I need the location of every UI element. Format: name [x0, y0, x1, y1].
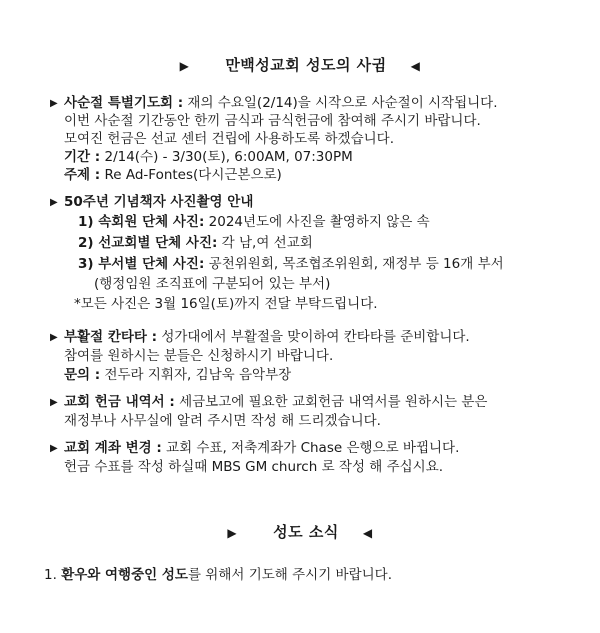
account-line-2: 헌금 수표를 작성 하실때 MBS GM church 로 작성 해 주십시요.: [64, 459, 444, 475]
account-line-1: 교회 계좌 변경 : 교회 수표, 저축계좌가 Chase 은행으로 바뀝니다.: [64, 440, 460, 456]
cantata-line-1: 부활절 칸타타 : 성가대에서 부활절을 맞이하여 칸타타를 준비합니다.: [64, 329, 470, 345]
section-heading-fellowship: [0, 54, 600, 75]
lent-line-1: 사순절 특별기도회 : 재의 수요일(2/14)을 시작으로 사순절이 시작됩니다.: [64, 95, 498, 111]
statement-line-1: 교회 헌금 내역서 : 세금보고에 필요한 교회헌금 내역서를 원하시는 분은: [64, 394, 488, 410]
photo-item-2: 2) 선교회별 단체 사진: 각 남,여 선교회: [78, 235, 313, 251]
play-right-icon: ▶: [227, 526, 238, 540]
cantata-line-2: 참여를 원하시는 분들은 신청하시기 바랍니다.: [64, 348, 334, 364]
bullet-icon: ▶: [50, 443, 58, 454]
heading-title: 성도 소식: [273, 523, 339, 541]
news-item-1: 1. 환우와 여행중인 성도를 위해서 기도해 주시기 바랍니다.: [44, 567, 392, 583]
bullet-icon: ▶: [50, 98, 58, 109]
section-heading-news: [0, 521, 600, 542]
lent-line-3: 모여진 헌금은 선교 센터 건립에 사용하도록 하겠습니다.: [64, 131, 394, 147]
photo-deadline-note: *모든 사진은 3월 16일(토)까지 전달 부탁드립니다.: [74, 296, 378, 312]
photo-item-3: 3) 부서별 단체 사진: 공천위원회, 목조협조위원회, 재정부 등 16개 부서: [78, 256, 504, 272]
bullet-icon: ▶: [50, 197, 58, 208]
play-left-icon: ◀: [362, 526, 373, 540]
lent-line-2: 이번 사순절 기간동안 한끼 금식과 금식헌금에 참여해 주시기 바랍니다.: [64, 113, 481, 129]
heading-title: 만백성교회 성도의 사귐: [225, 56, 387, 74]
photo-title: 50주년 기념책자 사진촬영 안내: [64, 194, 254, 210]
play-left-icon: ◀: [410, 59, 421, 73]
cantata-contact: 문의 : 전두라 지휘자, 김남욱 음악부장: [64, 367, 292, 383]
bullet-icon: ▶: [50, 332, 58, 343]
bullet-icon: ▶: [50, 397, 58, 408]
statement-line-2: 재정부나 사무실에 알려 주시면 작성 해 드리겠습니다.: [64, 413, 381, 429]
lent-theme: 주제 : Re Ad-Fontes(다시근본으로): [64, 167, 282, 183]
photo-item-3-note: (행정임원 조직표에 구분되어 있는 부서): [94, 276, 331, 292]
lent-period: 기간 : 2/14(수) - 3/30(토), 6:00AM, 07:30PM: [64, 149, 353, 165]
photo-item-1: 1) 속회원 단체 사진: 2024년도에 사진을 촬영하지 않은 속: [78, 214, 430, 230]
play-right-icon: ▶: [179, 59, 190, 73]
